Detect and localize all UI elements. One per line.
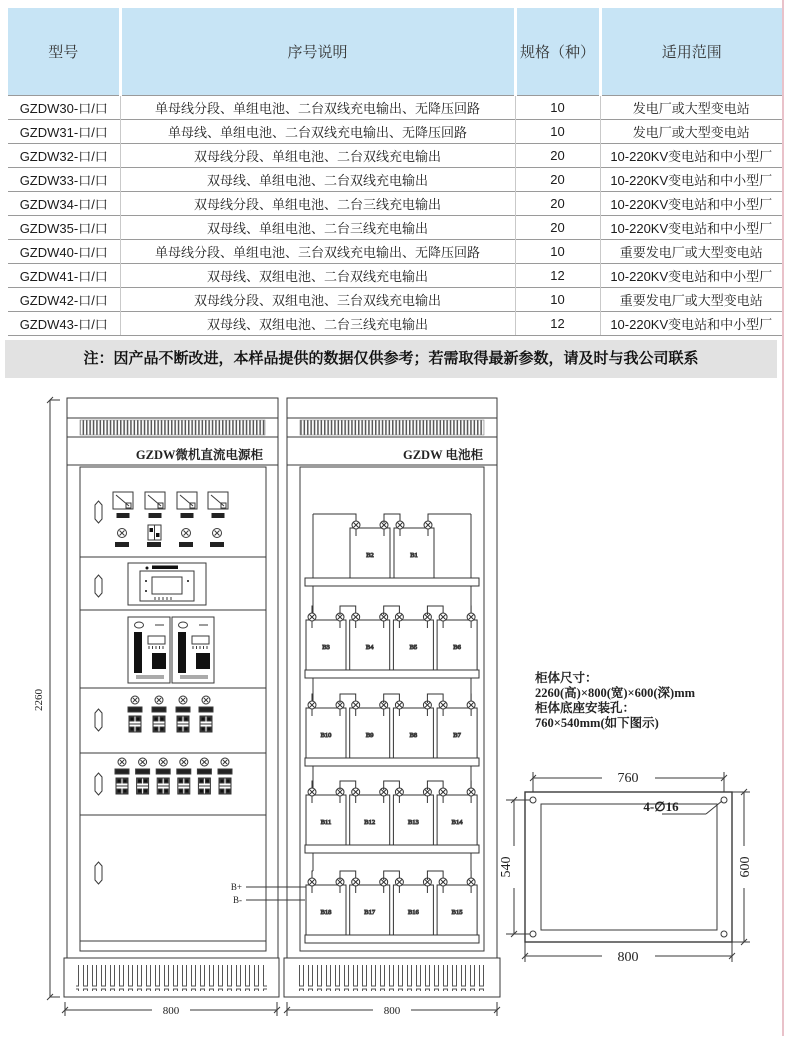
table-cell: 双母线分段、单组电池、二台双线充电输出 bbox=[120, 144, 515, 168]
cabinet-specs-text bbox=[535, 670, 696, 730]
breaker-panel-4 bbox=[128, 696, 213, 732]
table-cell: GZDW35-口/口 bbox=[8, 216, 120, 240]
battery-cell bbox=[437, 613, 477, 670]
table-row bbox=[8, 96, 782, 120]
base-left-dim-label: 540 bbox=[499, 857, 514, 878]
battery-cell bbox=[306, 613, 346, 670]
battery-cell bbox=[350, 701, 390, 758]
battery-label: B2 bbox=[366, 552, 374, 559]
charger-modules-panel bbox=[128, 617, 214, 683]
battery-string-wire bbox=[312, 871, 313, 878]
table-cell: 单母线分段、单组电池、三台双线充电输出、无降压回路 bbox=[120, 240, 515, 264]
table-row bbox=[8, 216, 782, 240]
table-cell: 双母线、单组电池、二台三线充电输出 bbox=[120, 216, 515, 240]
battery-label: B16 bbox=[408, 909, 420, 916]
battery-cell bbox=[393, 878, 433, 935]
table-cell: GZDW32-口/口 bbox=[8, 144, 120, 168]
spec-line-1: 柜体尺寸： bbox=[535, 670, 598, 685]
cabinet-drawing-section bbox=[0, 385, 790, 1036]
base-mounting-plan bbox=[506, 772, 750, 962]
table-cell: 20 bbox=[515, 192, 600, 216]
table-cell: 10-220KV变电站和中小型厂 bbox=[600, 144, 782, 168]
table-cell: 20 bbox=[515, 168, 600, 192]
battery-cell bbox=[393, 701, 433, 758]
table-cell: 10-220KV变电站和中小型厂 bbox=[600, 312, 782, 336]
battery-cell bbox=[393, 788, 433, 845]
table-cell: 双母线分段、双组电池、三台双线充电输出 bbox=[120, 288, 515, 312]
battery-shelf-board bbox=[305, 935, 479, 943]
battery-label: B12 bbox=[364, 819, 375, 826]
table-row bbox=[8, 264, 782, 288]
spec-table-header bbox=[8, 8, 782, 96]
base-bottom-dim-label: 800 bbox=[618, 950, 639, 965]
battery-shelf-board bbox=[305, 578, 479, 586]
table-cell: 10-220KV变电站和中小型厂 bbox=[600, 264, 782, 288]
battery-shelves bbox=[305, 514, 479, 943]
table-cell: 12 bbox=[515, 312, 600, 336]
battery-cell bbox=[306, 878, 346, 935]
table-cell: 双母线、双组电池、二台双线充电输出 bbox=[120, 264, 515, 288]
battery-label: B18 bbox=[321, 909, 332, 916]
vent-grille bbox=[300, 420, 484, 435]
battery-cell bbox=[350, 521, 390, 578]
base-right-dim-label: 600 bbox=[738, 857, 753, 878]
spec-line-3: 柜体底座安装孔： bbox=[535, 700, 635, 715]
battery-label: B9 bbox=[366, 732, 374, 739]
battery-string-wire bbox=[313, 514, 356, 521]
table-cell: GZDW42-口/口 bbox=[8, 288, 120, 312]
column-header-range: 适用范围 bbox=[600, 8, 782, 96]
table-cell: GZDW30-口/口 bbox=[8, 96, 120, 120]
battery-label: B3 bbox=[322, 644, 330, 651]
table-cell: 10 bbox=[515, 96, 600, 120]
table-cell: 10-220KV变电站和中小型厂 bbox=[600, 216, 782, 240]
table-cell: GZDW33-口/口 bbox=[8, 168, 120, 192]
spec-line-2: 2260(高)×800(宽)×600(深)mm bbox=[535, 685, 696, 700]
power-width-label: 800 bbox=[163, 1005, 180, 1017]
hole-spec-label: 4-∅16 bbox=[643, 799, 679, 814]
table-cell: 12 bbox=[515, 264, 600, 288]
cabinet-drawing bbox=[0, 385, 790, 1036]
table-row bbox=[8, 120, 782, 144]
battery-label: B15 bbox=[452, 909, 463, 916]
table-row bbox=[8, 144, 782, 168]
mounting-hole bbox=[530, 797, 536, 803]
mounting-hole bbox=[721, 931, 727, 937]
base-vent-grille bbox=[76, 965, 267, 991]
table-row bbox=[8, 240, 782, 264]
spec-table bbox=[8, 8, 782, 336]
battery-cell bbox=[350, 613, 390, 670]
battery-cell bbox=[437, 878, 477, 935]
disclaimer-note: 注：因产品不断改进，本样品提供的数据仅供参考；若需取得最新参数，请及时与我公司联系 bbox=[5, 340, 777, 378]
battery-cell bbox=[306, 701, 346, 758]
battery-cell bbox=[437, 701, 477, 758]
height-dimension bbox=[47, 397, 60, 1000]
table-cell: GZDW43-口/口 bbox=[8, 312, 120, 336]
table-cell: GZDW40-口/口 bbox=[8, 240, 120, 264]
battery-cabinet-title: GZDW 电池柜 bbox=[403, 447, 483, 462]
table-cell: 10 bbox=[515, 120, 600, 144]
battery-cell bbox=[394, 521, 434, 578]
base-top-dim-label: 760 bbox=[618, 771, 639, 786]
mounting-hole bbox=[530, 931, 536, 937]
column-header-spec: 规格（种） bbox=[515, 8, 600, 96]
column-header-description: 序号说明 bbox=[120, 8, 515, 96]
meter-panel bbox=[113, 492, 228, 547]
battery-label: B13 bbox=[408, 819, 419, 826]
battery-cell bbox=[437, 788, 477, 845]
table-row bbox=[8, 192, 782, 216]
battery-label: B8 bbox=[410, 732, 418, 739]
table-cell: 重要发电厂或大型变电站 bbox=[600, 288, 782, 312]
table-cell: 20 bbox=[515, 216, 600, 240]
vent-grille bbox=[80, 420, 265, 435]
table-cell: 双母线、双组电池、二台三线充电输出 bbox=[120, 312, 515, 336]
monitor-panel bbox=[128, 563, 206, 605]
terminal-positive-label: B+ bbox=[231, 882, 242, 892]
battery-label: B4 bbox=[366, 644, 374, 651]
spec-table-section bbox=[8, 8, 782, 336]
battery-cell bbox=[350, 788, 390, 845]
table-cell: 双母线、单组电池、二台双线充电输出 bbox=[120, 168, 515, 192]
breaker-panel-6 bbox=[115, 758, 232, 794]
battery-shelf-board bbox=[305, 758, 479, 766]
table-cell: GZDW31-口/口 bbox=[8, 120, 120, 144]
table-cell: GZDW34-口/口 bbox=[8, 192, 120, 216]
battery-label: B14 bbox=[452, 819, 464, 826]
table-cell: 双母线分段、单组电池、二台三线充电输出 bbox=[120, 192, 515, 216]
mounting-hole bbox=[721, 797, 727, 803]
table-cell: 10-220KV变电站和中小型厂 bbox=[600, 168, 782, 192]
table-cell: 发电厂或大型变电站 bbox=[600, 96, 782, 120]
table-cell: 单母线分段、单组电池、二台双线充电输出、无降压回路 bbox=[120, 96, 515, 120]
table-cell: 重要发电厂或大型变电站 bbox=[600, 240, 782, 264]
battery-string-wire bbox=[428, 514, 471, 521]
battery-cell bbox=[350, 878, 390, 935]
table-cell: GZDW41-口/口 bbox=[8, 264, 120, 288]
table-row bbox=[8, 312, 782, 336]
table-row bbox=[8, 288, 782, 312]
battery-cabinet-drawing bbox=[284, 398, 500, 1016]
battery-label: B1 bbox=[410, 552, 418, 559]
table-cell: 10 bbox=[515, 240, 600, 264]
battery-label: B10 bbox=[321, 732, 332, 739]
battery-shelf-board bbox=[305, 845, 479, 853]
terminal-negative-label: B- bbox=[233, 895, 242, 905]
base-vent-grille bbox=[296, 965, 488, 991]
table-row bbox=[8, 168, 782, 192]
door-handles bbox=[95, 501, 102, 884]
power-cabinet-title: GZDW微机直流电源柜 bbox=[136, 447, 264, 462]
battery-cell bbox=[306, 788, 346, 845]
battery-cell bbox=[393, 613, 433, 670]
battery-label: B11 bbox=[321, 819, 332, 826]
column-header-model: 型号 bbox=[8, 8, 120, 96]
spec-line-4: 760×540mm(如下图示) bbox=[535, 715, 659, 730]
table-cell: 发电厂或大型变电站 bbox=[600, 120, 782, 144]
battery-label: B6 bbox=[453, 644, 461, 651]
table-cell: 20 bbox=[515, 144, 600, 168]
power-cabinet-drawing bbox=[47, 397, 313, 1016]
height-dimension-label: 2260 bbox=[33, 689, 45, 712]
table-cell: 10-220KV变电站和中小型厂 bbox=[600, 192, 782, 216]
battery-shelf-board bbox=[305, 670, 479, 678]
battery-width-label: 800 bbox=[384, 1005, 401, 1017]
battery-label: B5 bbox=[410, 644, 418, 651]
battery-label: B7 bbox=[453, 732, 461, 739]
table-cell: 10 bbox=[515, 288, 600, 312]
table-cell: 单母线、单组电池、二台双线充电输出、无降压回路 bbox=[120, 120, 515, 144]
battery-label: B17 bbox=[364, 909, 376, 916]
spec-table-body bbox=[8, 96, 782, 336]
